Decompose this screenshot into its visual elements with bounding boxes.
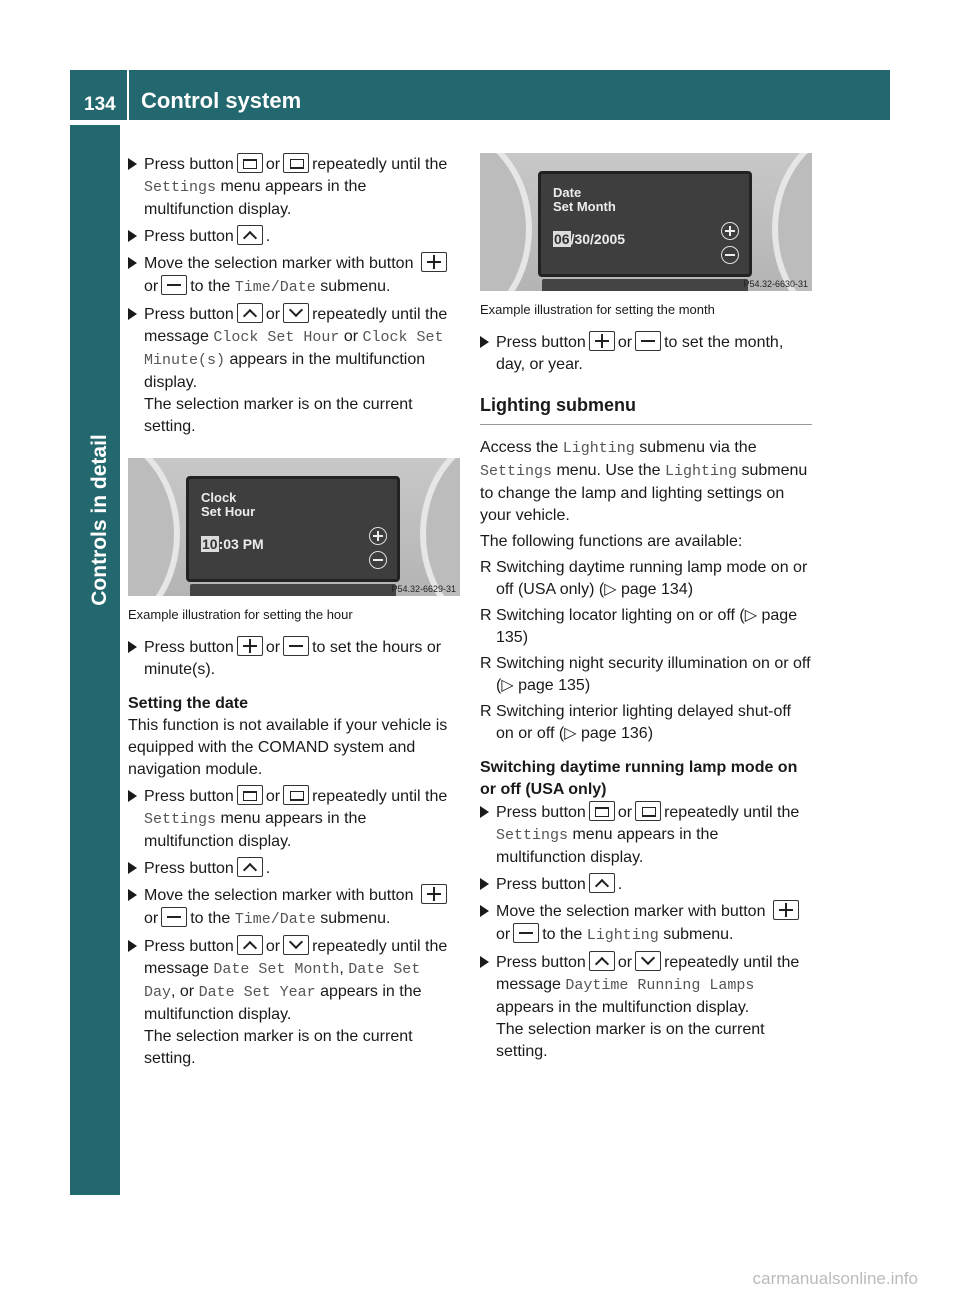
step-arrow-icon <box>128 862 137 874</box>
page-number: 134 <box>84 94 116 115</box>
section-label: Controls in detail <box>88 434 111 606</box>
caption: Example illustration for setting the hour <box>128 607 353 622</box>
page-ref-arrow-icon: ▷ <box>564 725 577 742</box>
bullet-icon: R <box>480 655 492 672</box>
plus-button-icon <box>421 252 447 272</box>
page-reference[interactable]: page 135 <box>518 677 585 694</box>
down-button-icon <box>283 935 309 955</box>
minus-button-icon <box>161 907 187 927</box>
step-arrow-icon <box>128 940 137 952</box>
minus-button-icon <box>161 275 187 295</box>
plus-button-icon <box>421 884 447 904</box>
page-ref-arrow-icon: ▷ <box>744 607 758 624</box>
function-list <box>480 557 812 745</box>
step-arrow-icon <box>128 257 137 269</box>
right-column <box>480 153 812 1067</box>
step-arrow-icon <box>128 308 137 320</box>
minus-button-icon <box>513 923 539 943</box>
minus-button-icon <box>635 331 661 351</box>
page-reference[interactable]: page 135 <box>496 607 798 646</box>
subheading: Switching daytime running lamp mode on or off (USA only) <box>480 759 798 798</box>
display-screen: Clock Set Hour 10:03 PM <box>186 476 400 582</box>
step: Press button or repeatedly until the message Clock Set Hour or Clock Set Minute(s) appears in the multifunction display. The selection marker is on the current setting. <box>128 303 460 438</box>
subheading: Setting the date <box>128 695 249 712</box>
step: Move the selection marker with button or to the Time/Date submenu. <box>128 884 460 931</box>
step: Press button . <box>128 857 460 880</box>
list-item: R Switching interior lighting delayed shut-off on or off (▷ page 136) <box>480 703 791 742</box>
gauge-right <box>772 153 812 291</box>
up-button-icon <box>589 873 615 893</box>
step: Press button or to set the month, day, or year. <box>480 331 812 376</box>
step: Move the selection marker with button or to the Time/Date submenu. <box>128 252 460 299</box>
step-arrow-icon <box>128 158 137 170</box>
up-button-icon <box>237 303 263 323</box>
page-ref-arrow-icon: ▷ <box>604 581 617 598</box>
up-button-icon <box>237 935 263 955</box>
minus-button-icon <box>283 636 309 656</box>
caption: Example illustration for setting the month <box>480 302 715 317</box>
bullet-icon: R <box>480 607 492 624</box>
gauge-left <box>480 153 532 291</box>
gauge-left <box>128 458 180 596</box>
plus-button-icon <box>589 331 615 351</box>
image-code: P54.32-6630-31 <box>743 279 808 289</box>
chapter-title: Control system <box>141 88 302 113</box>
header-divider <box>127 70 129 120</box>
step: Move the selection marker with button or to the Lighting submenu. <box>480 900 812 947</box>
step: Press button or repeatedly until the Settings menu appears in the multifunction display. <box>128 785 460 853</box>
step-arrow-icon <box>128 230 137 242</box>
plus-icon <box>721 222 739 240</box>
gauge-right <box>420 458 460 596</box>
step: Press button or repeatedly until the message Date Set Month, Date Set Day, or Date Set Year appears in the multifunction display. The selection marker is on the current setting. <box>128 935 460 1070</box>
bullet-icon: R <box>480 559 492 576</box>
paragraph: Access the Lighting submenu via the Settings menu. Use the Lighting submenu to change the lamp and lighting settings on your vehicle. <box>480 439 808 524</box>
display-bar <box>190 584 396 596</box>
side-tab-marker <box>70 198 120 248</box>
step: Press button . <box>480 873 812 896</box>
list-item: R Switching night security illumination on or off (▷ page 135) <box>480 655 811 694</box>
page-ref-arrow-icon: ▷ <box>501 677 514 694</box>
plus-button-icon <box>773 900 799 920</box>
bullet-icon: R <box>480 703 492 720</box>
step-arrow-icon <box>128 889 137 901</box>
paragraph: This function is not available if your vehicle is equipped with the COMAND system and navigation module. <box>128 717 448 778</box>
list-item: R Switching locator lighting on or off (▷ page 135) <box>480 607 798 646</box>
step: Press button . <box>128 225 460 248</box>
paragraph: The following functions are available: <box>480 533 743 550</box>
step: Press button or to set the hours or minute(s). <box>128 636 460 681</box>
left-column <box>128 153 460 1074</box>
step-arrow-icon <box>480 905 489 917</box>
back-button-icon <box>237 785 263 805</box>
minus-icon <box>721 246 739 264</box>
step-arrow-icon <box>128 641 137 653</box>
forward-button-icon <box>283 785 309 805</box>
page-reference[interactable]: page 136 <box>580 725 648 742</box>
step-arrow-icon <box>128 790 137 802</box>
down-button-icon <box>283 303 309 323</box>
page-reference[interactable]: page 134 <box>620 581 688 598</box>
minus-icon <box>369 551 387 569</box>
plus-button-icon <box>237 636 263 656</box>
step: Press button or repeatedly until the Settings menu appears in the multifunction display. <box>480 801 812 869</box>
down-button-icon <box>635 951 661 971</box>
display-screen: Date Set Month 06/30/2005 <box>538 171 752 277</box>
step-arrow-icon <box>480 956 489 968</box>
step-arrow-icon <box>480 878 489 890</box>
forward-button-icon <box>635 801 661 821</box>
display-bar <box>542 279 748 291</box>
watermark: carmanualsonline.info <box>752 1269 918 1288</box>
illustration-hour <box>128 458 460 596</box>
up-button-icon <box>237 225 263 245</box>
back-button-icon <box>237 153 263 173</box>
step-arrow-icon <box>480 806 489 818</box>
forward-button-icon <box>283 153 309 173</box>
step: Press button or repeatedly until the message Daytime Running Lamps appears in the multifunction display. The selection marker is on the current setting. <box>480 951 812 1063</box>
step-arrow-icon <box>480 336 489 348</box>
step: Press button or repeatedly until the Settings menu appears in the multifunction display. <box>128 153 460 221</box>
side-tab <box>70 125 120 1195</box>
back-button-icon <box>589 801 615 821</box>
list-item: R Switching daytime running lamp mode on or off (USA only) (▷ page 134) <box>480 559 808 598</box>
up-button-icon <box>589 951 615 971</box>
illustration-month <box>480 153 812 291</box>
section-heading: Lighting submenu <box>480 394 812 425</box>
image-code: P54.32-6629-31 <box>391 584 456 594</box>
up-button-icon <box>237 857 263 877</box>
plus-icon <box>369 527 387 545</box>
